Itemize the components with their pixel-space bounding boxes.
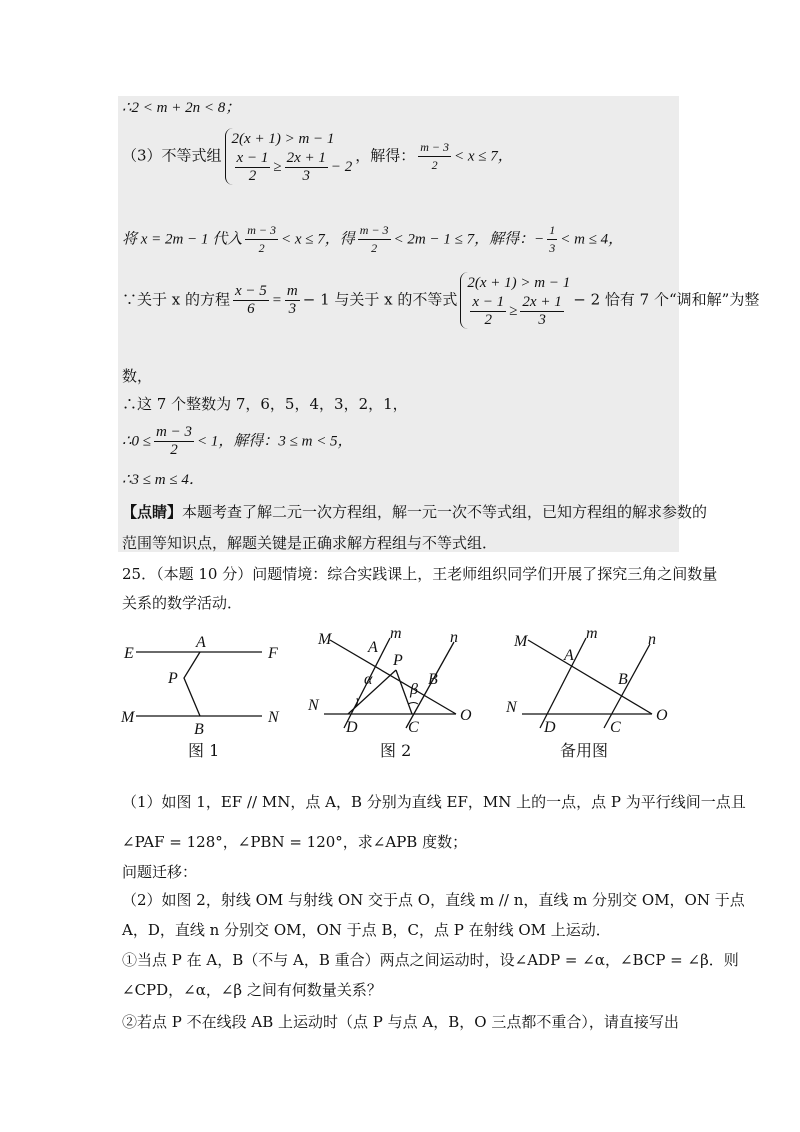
numerator: 2x + 1 xyxy=(522,294,562,310)
numerator: m − 3 xyxy=(156,424,192,440)
label-o: O xyxy=(460,707,472,724)
figure-backup-caption: 备用图 xyxy=(560,741,609,760)
part-1-line-1: （1）如图 1，EF // MN，点 A，B 分别为直线 EF，MN 上的一点，点 P 为平行线间一点且 xyxy=(122,793,746,811)
label-line-n: n xyxy=(648,631,656,648)
denominator: 2 xyxy=(484,312,493,328)
inequality-system xyxy=(225,128,353,185)
part-2-line-2: A，D，直线 n 分别交 OM，ON 于点 B，C，点 P 在射线 OM 上运动． xyxy=(122,921,611,939)
fraction-m-minus-3 xyxy=(418,139,451,174)
denominator: 2 xyxy=(170,442,178,458)
fraction-x-minus-5 xyxy=(233,283,269,318)
numerator: x − 1 xyxy=(472,294,505,310)
label-d: D xyxy=(544,719,556,736)
solution-line-1: ∴2 < m + 2n < 8； xyxy=(122,100,241,116)
denominator: 3 xyxy=(288,301,297,317)
part-2-line-1: （2）如图 2，射线 OM 与射线 ON 交于点 O，直线 m // n，直线 m 分别交 OM，ON 于点 xyxy=(122,891,745,909)
label-alpha: α xyxy=(364,671,373,688)
figure-2 xyxy=(304,628,486,740)
m-range: < m ≤ 4， xyxy=(560,231,624,248)
fraction-m-minus-3 xyxy=(154,424,194,459)
solution-line-3 xyxy=(122,222,623,257)
system-row-1: 2(x + 1) > m − 1 xyxy=(231,131,335,147)
numerator: 2x + 1 xyxy=(286,150,326,166)
denominator: 2 xyxy=(258,241,265,255)
label-c: C xyxy=(408,719,419,736)
label-b: B xyxy=(618,671,628,688)
fraction-x-minus-1 xyxy=(470,294,506,329)
numerator: 1 xyxy=(547,222,557,240)
label-a: A xyxy=(564,647,574,664)
denominator: 3 xyxy=(538,312,546,328)
range-text-2: < 2m − 1 ≤ 7，解得： xyxy=(393,231,535,248)
label-n: N xyxy=(268,709,279,726)
numerator: m − 3 xyxy=(245,222,278,240)
label-a: A xyxy=(196,634,206,651)
solved-text: ，解得： xyxy=(355,146,416,165)
part-1-line-2: ∠PAF = 128°，∠PBN = 120°，求∠APB 度数； xyxy=(122,833,468,851)
negative-sign: − xyxy=(534,231,545,248)
label-m: M xyxy=(121,709,135,726)
solution-range: < x ≤ 7， xyxy=(454,148,513,165)
fraction-m-minus-3 xyxy=(245,222,278,257)
label-o: O xyxy=(656,707,668,724)
fraction-x-minus-1 xyxy=(235,150,271,185)
solution-line-7 xyxy=(122,424,353,459)
minus-two: − 2 xyxy=(330,158,353,175)
denominator: 6 xyxy=(247,301,255,317)
numerator: m − 3 xyxy=(358,222,391,240)
label-m-point: M xyxy=(514,633,528,650)
inequality-start: ∴0 ≤ xyxy=(122,433,152,450)
label-line-m: m xyxy=(586,628,598,642)
figure-2-caption: 图 2 xyxy=(380,741,412,760)
figure-backup xyxy=(498,628,680,740)
figure-1 xyxy=(112,628,298,740)
numerator: x − 5 xyxy=(235,283,267,299)
substitute-text: 将 x = 2m − 1 代入 xyxy=(122,231,243,248)
label-beta: β xyxy=(410,681,418,698)
solution-line-4 xyxy=(122,272,759,329)
figure-1-caption: 图 1 xyxy=(188,741,220,760)
question-1-line-2: ∠CPD，∠α，∠β 之间有何数量关系？ xyxy=(122,981,382,999)
comment-line-2: 范围等知识点，解题关键是正确求解方程组与不等式组． xyxy=(122,534,498,552)
equals-sign: = xyxy=(271,292,282,309)
denominator: 2 xyxy=(371,241,378,255)
label-m-point: M xyxy=(318,631,332,648)
solution-line-5: 数， xyxy=(122,367,153,385)
comment-text: 本题考查了解二元一次方程组，解一元一次不等式组，已知方程组的解求参数的 xyxy=(182,503,708,521)
fraction-2x-plus-1 xyxy=(285,150,328,185)
label-n-point: N xyxy=(308,697,319,714)
problem-25-line-2: 关系的数学活动． xyxy=(122,594,243,612)
label-f: F xyxy=(268,645,278,662)
label-n-point: N xyxy=(506,699,517,716)
denominator: 3 xyxy=(549,241,556,255)
label-line-n: n xyxy=(450,629,458,646)
system-row-2 xyxy=(467,294,570,329)
label-a: A xyxy=(368,639,378,656)
part3-label: （3）不等式组 xyxy=(122,146,222,165)
geq-sign: ≥ xyxy=(509,302,518,319)
ray-om xyxy=(528,640,652,714)
harmonic-solution-text: − 2 恰有 7 个“调和解”为整 xyxy=(573,290,760,309)
label-e: E xyxy=(124,645,134,662)
system-row-2 xyxy=(232,150,353,185)
fraction-2x-plus-1 xyxy=(520,294,563,329)
beta-arc xyxy=(408,703,418,705)
inequality-system xyxy=(460,272,570,329)
label-line-m: m xyxy=(390,628,402,642)
equation-intro: ∵关于 x 的方程 xyxy=(122,290,230,309)
label-d: D xyxy=(346,719,358,736)
fraction-m-over-3 xyxy=(285,283,300,318)
label-p: P xyxy=(168,670,178,687)
problem-25-line-1: 25．（本题 10 分）问题情境：综合实践课上，王老师组织同学们开展了探究三角之间数量 xyxy=(122,565,718,583)
question-2-line-1: ②若点 P 不在线段 AB 上运动时（点 P 与点 A，B，O 三点都不重合），请直接写出 xyxy=(122,1013,679,1031)
comment-label: 【点睛】 xyxy=(122,503,183,521)
geq-sign: ≥ xyxy=(273,158,282,175)
comment-line-1 xyxy=(122,502,707,522)
m-range: 3 ≤ m < 5， xyxy=(278,433,353,450)
label-b: B xyxy=(194,721,204,738)
range-text: < x ≤ 7，得 xyxy=(281,231,355,248)
fraction-m-minus-3 xyxy=(358,222,391,257)
numerator: m − 3 xyxy=(418,139,451,157)
fraction-one-third xyxy=(547,222,557,257)
transfer-heading: 问题迁移： xyxy=(122,863,198,881)
system-row-1: 2(x + 1) > m − 1 xyxy=(467,275,571,291)
numerator: x − 1 xyxy=(236,150,269,166)
inequality-end: < 1，解得： xyxy=(197,433,279,450)
denominator: 2 xyxy=(248,168,257,184)
solution-line-8: ∴3 ≤ m ≤ 4． xyxy=(122,472,204,488)
solution-line-6: ∴这 7 个整数为 7，6，5，4，3，2，1， xyxy=(122,395,408,413)
label-c: C xyxy=(610,719,621,736)
inequality-intro: − 1 与关于 x 的不等式 xyxy=(302,290,458,309)
solution-line-2 xyxy=(122,128,513,185)
path-apb xyxy=(184,652,200,716)
denominator: 2 xyxy=(431,158,438,172)
numerator: m xyxy=(286,283,298,299)
label-p: P xyxy=(393,652,403,669)
label-b: B xyxy=(428,671,438,688)
denominator: 3 xyxy=(302,168,310,184)
question-1-line-1: ①当点 P 在 A，B（不与 A，B 重合）两点之间运动时，设∠ADP = ∠α，∠BCP = ∠β．则 xyxy=(122,951,739,969)
